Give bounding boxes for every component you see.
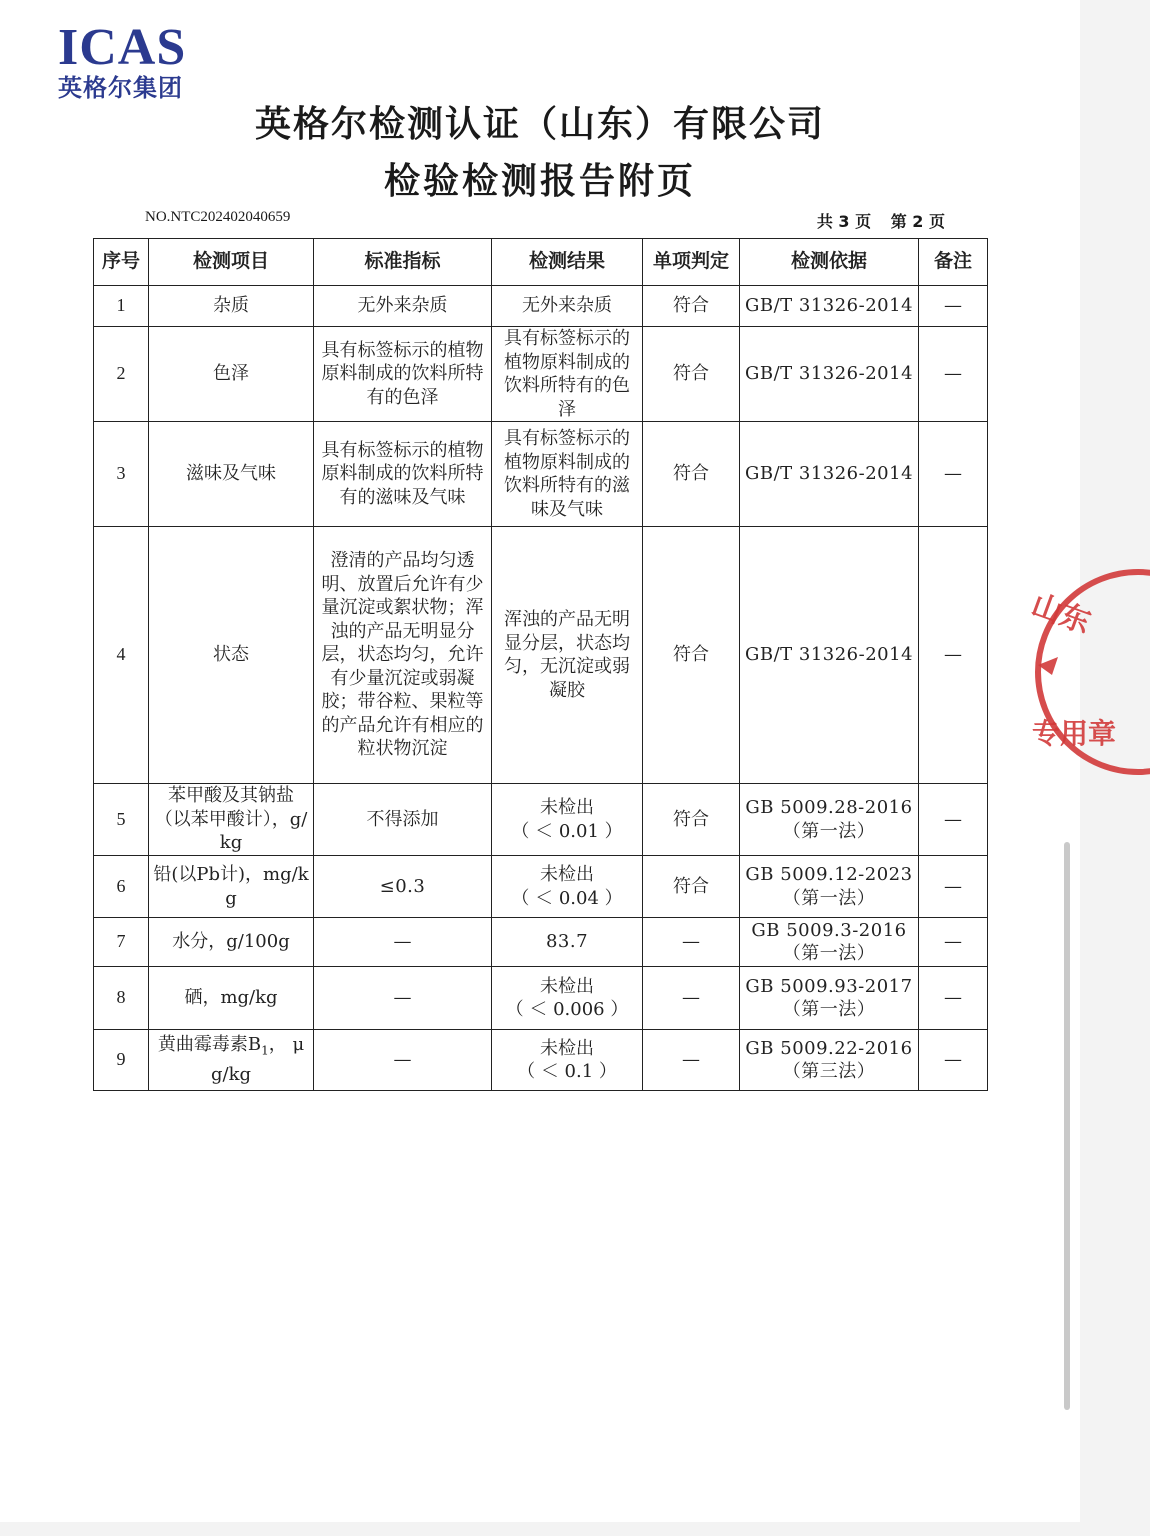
header-standard: 标准指标 — [314, 239, 492, 286]
basis-method: （第一法） — [782, 887, 876, 909]
item-subscript: 1 — [261, 1043, 269, 1058]
cell-standard: — — [314, 967, 492, 1030]
result-main: 未检出 — [540, 864, 594, 885]
basis-method: （第一法） — [782, 999, 876, 1020]
basis-main: GB 5009.22-2016 — [745, 1037, 913, 1059]
cell-item: 硒，mg/kg — [149, 967, 314, 1030]
cell-verdict: — — [643, 918, 740, 967]
table-row — [94, 784, 988, 856]
seal-text-top: 山东 — [1026, 587, 1096, 641]
cell-basis — [740, 918, 919, 967]
cell-result: 具有标签标示的植物原料制成的饮料所特有的滋味及气味 — [492, 422, 643, 527]
header-item: 检测项目 — [149, 239, 314, 286]
table-row — [94, 918, 988, 967]
cell-remark: — — [919, 856, 988, 918]
page-total: 共 3 页 — [816, 212, 872, 231]
result-limit: （ ＜ 0.04 ） — [511, 887, 623, 909]
cell-verdict: — — [643, 967, 740, 1030]
cell-basis — [740, 1030, 919, 1091]
cell-standard: 具有标签标示的植物原料制成的饮料所特有的色泽 — [314, 327, 492, 422]
cell-standard: 不得添加 — [314, 784, 492, 856]
header-verdict: 单项判定 — [643, 239, 740, 286]
cell-basis — [740, 967, 919, 1030]
page-info — [817, 209, 945, 232]
header-result: 检测结果 — [492, 239, 643, 286]
cell-item: 色泽 — [149, 327, 314, 422]
basis-main: GB 5009.28-2016 — [745, 797, 913, 818]
cell-verdict: 符合 — [643, 327, 740, 422]
cell-item — [149, 1030, 314, 1091]
header-basis: 检测依据 — [740, 239, 919, 286]
table-row — [94, 422, 988, 527]
cell-result: 具有标签标示的植物原料制成的饮料所特有的色泽 — [492, 327, 643, 422]
basis-method: （第三法） — [782, 1061, 876, 1082]
basis-main: GB 5009.3-2016 — [751, 919, 907, 941]
basis-method: （第一法） — [782, 943, 876, 964]
cell-remark: — — [919, 784, 988, 856]
cell-remark: — — [919, 327, 988, 422]
cell-basis: GB/T 31326-2014 — [740, 327, 919, 422]
seal-text-bottom: 专用章 — [1032, 717, 1117, 750]
official-seal-icon — [1026, 565, 1150, 780]
cell-result: 浑浊的产品无明显分层，状态均匀，无沉淀或弱凝胶 — [492, 527, 643, 784]
result-main: 未检出 — [540, 975, 594, 997]
cell-item: 铅(以Pb计)，mg/kg — [149, 856, 314, 918]
cell-item: 杂质 — [149, 286, 314, 327]
cell-remark: — — [919, 1030, 988, 1091]
cell-verdict: 符合 — [643, 286, 740, 327]
results-table — [93, 238, 988, 1091]
cell-remark: — — [919, 527, 988, 784]
table-row — [94, 527, 988, 784]
cell-item: 水分，g/100g — [149, 918, 314, 967]
logo-text: ICAS — [58, 19, 187, 76]
report-number: NO.NTC202402040659 — [145, 209, 291, 225]
cell-result: 83.7 — [492, 918, 643, 967]
cell-remark: — — [919, 918, 988, 967]
company-logo — [58, 19, 208, 102]
table-row — [94, 967, 988, 1030]
cell-seq: 4 — [94, 527, 149, 784]
cell-item: 苯甲酸及其钠盐（以苯甲酸计），g/kg — [149, 784, 314, 856]
table-row — [94, 1030, 988, 1091]
cell-basis: GB/T 31326-2014 — [740, 286, 919, 327]
basis-main: GB 5009.12-2023 — [745, 864, 913, 885]
report-title: 检验检测报告附页 — [383, 161, 696, 202]
cell-seq: 8 — [94, 967, 149, 1030]
item-suffix: ， μg/kg — [210, 1034, 305, 1086]
cell-item: 滋味及气味 — [149, 422, 314, 527]
cell-seq: 6 — [94, 856, 149, 918]
cell-result — [492, 1030, 643, 1091]
cell-standard: 具有标签标示的植物原料制成的饮料所特有的滋味及气味 — [314, 422, 492, 527]
cell-seq: 3 — [94, 422, 149, 527]
cell-item: 状态 — [149, 527, 314, 784]
cell-seq: 1 — [94, 286, 149, 327]
result-limit: （ ＜ 0.01 ） — [511, 820, 623, 842]
cell-verdict: 符合 — [643, 856, 740, 918]
cell-standard: 澄清的产品均匀透明、放置后允许有少量沉淀或絮状物；浑浊的产品无明显分层，状态均匀，允许有少量沉淀或弱凝胶；带谷粒、果粒等的产品允许有相应的粒状物沉淀 — [314, 527, 492, 784]
basis-main: GB 5009.93-2017 — [745, 975, 913, 997]
logo-subtitle: 英格尔集团 — [58, 74, 183, 102]
cell-standard: 无外来杂质 — [314, 286, 492, 327]
result-main: 未检出 — [540, 1037, 594, 1059]
page-current: 第 2 页 — [890, 212, 945, 231]
cell-result — [492, 967, 643, 1030]
cell-seq: 5 — [94, 784, 149, 856]
basis-method: （第一法） — [782, 820, 876, 842]
cell-basis — [740, 784, 919, 856]
cell-verdict: 符合 — [643, 527, 740, 784]
cell-seq: 9 — [94, 1030, 149, 1091]
cell-result — [492, 856, 643, 918]
cell-result — [492, 784, 643, 856]
cell-seq: 7 — [94, 918, 149, 967]
header-remark: 备注 — [919, 239, 988, 286]
item-main: 黄曲霉毒素B — [157, 1034, 262, 1056]
cell-verdict: 符合 — [643, 784, 740, 856]
result-limit: （ ＜ 0.006 ） — [505, 999, 629, 1020]
cell-standard: ≤0.3 — [314, 856, 492, 918]
cell-remark: — — [919, 967, 988, 1030]
cell-seq: 2 — [94, 327, 149, 422]
cell-verdict: 符合 — [643, 422, 740, 527]
company-title: 英格尔检测认证（山东）有限公司 — [254, 104, 825, 145]
cell-basis: GB/T 31326-2014 — [740, 527, 919, 784]
table-row — [94, 856, 988, 918]
cell-verdict: — — [643, 1030, 740, 1091]
table-row — [94, 327, 988, 422]
cell-basis — [740, 856, 919, 918]
cell-remark: — — [919, 422, 988, 527]
cell-result: 无外来杂质 — [492, 286, 643, 327]
result-main: 未检出 — [540, 797, 594, 818]
table-header-row — [94, 239, 988, 286]
cell-standard: — — [314, 1030, 492, 1091]
cell-remark: — — [919, 286, 988, 327]
table-row — [94, 286, 988, 327]
header-seq: 序号 — [94, 239, 149, 286]
result-limit: （ ＜ 0.1 ） — [517, 1061, 617, 1082]
scrollbar[interactable] — [1064, 842, 1070, 1410]
cell-basis: GB/T 31326-2014 — [740, 422, 919, 527]
cell-standard: — — [314, 918, 492, 967]
